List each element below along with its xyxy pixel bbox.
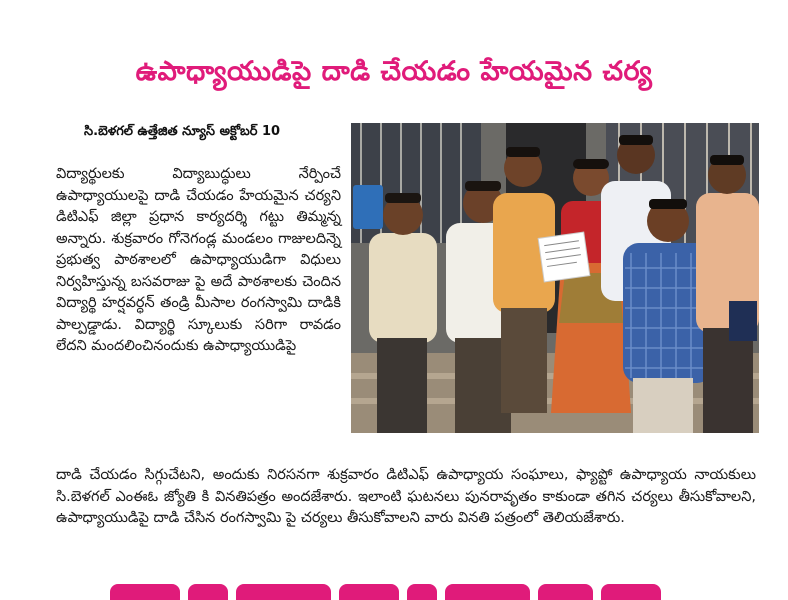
article-body-column: విద్యార్థులకు విద్యాబుద్ధులు నేర్పించే ఉపాధ్యాయులపై దాడి చేయడం హేయమైన చర్యని డిటిఎఫ్ జిల్లా ప్రధాన కార్యదర్శి గట్టు తిమ్మన్న అన్నారు. శుక్రవారం గోనెగండ్ల మండలం గాజులదిన్నె ప్రభుత్వ పాఠశాలలో ఉపాధ్యాయుడిగా విధులు నిర్వహిస్తున్న బసవరాజు పై అదే పాఠశాలకు చెందిన విద్యార్థి హర్షవర్ధన్ తండ్రి మీసాల రంగస్వామి దాడికి పాల్పడ్డాడు. విద్యార్థి స్కూలుకు సరిగా రావడం లేదని మందలించినందుకు ఉపాధ్యాయుడిపై [56, 166, 341, 354]
article-dateline: సి.బెళగల్ ఉత్తేజిత న్యూస్ అక్టోబర్ 10 [84, 124, 281, 139]
article-body-continued: దాడి చేయడం సిగ్గుచేటని, అందుకు నిరసనగా శుక్రవారం డిటిఎఫ్ ఉపాధ్యాయ సంఘాలు, ఫ్యాప్టో ఉపాధ్యాయ నాయకులు సి.బెళగల్ ఎంఈఓ జ్యోతి కి వినతిపత్రం అందజేశారు. ఇలాంటి ఘటనలు పునరావృతం కాకుండా తగిన చర్యలు తీసుకోవాలని, ఉపాధ్యాయుడిపై దాడి చేసిన రంగస్వామి పై చర్యలు తీసుకోవాలని వారు వినతి పత్రంలో తెలియజేశారు. [56, 467, 756, 526]
article-headline: ఉపాధ్యాయుడిపై దాడి చేయడం హేయమైన చర్య [135, 56, 653, 87]
group-photo-illustration [351, 123, 759, 433]
article-photo [351, 123, 759, 433]
next-article-headline-partial [110, 584, 710, 600]
